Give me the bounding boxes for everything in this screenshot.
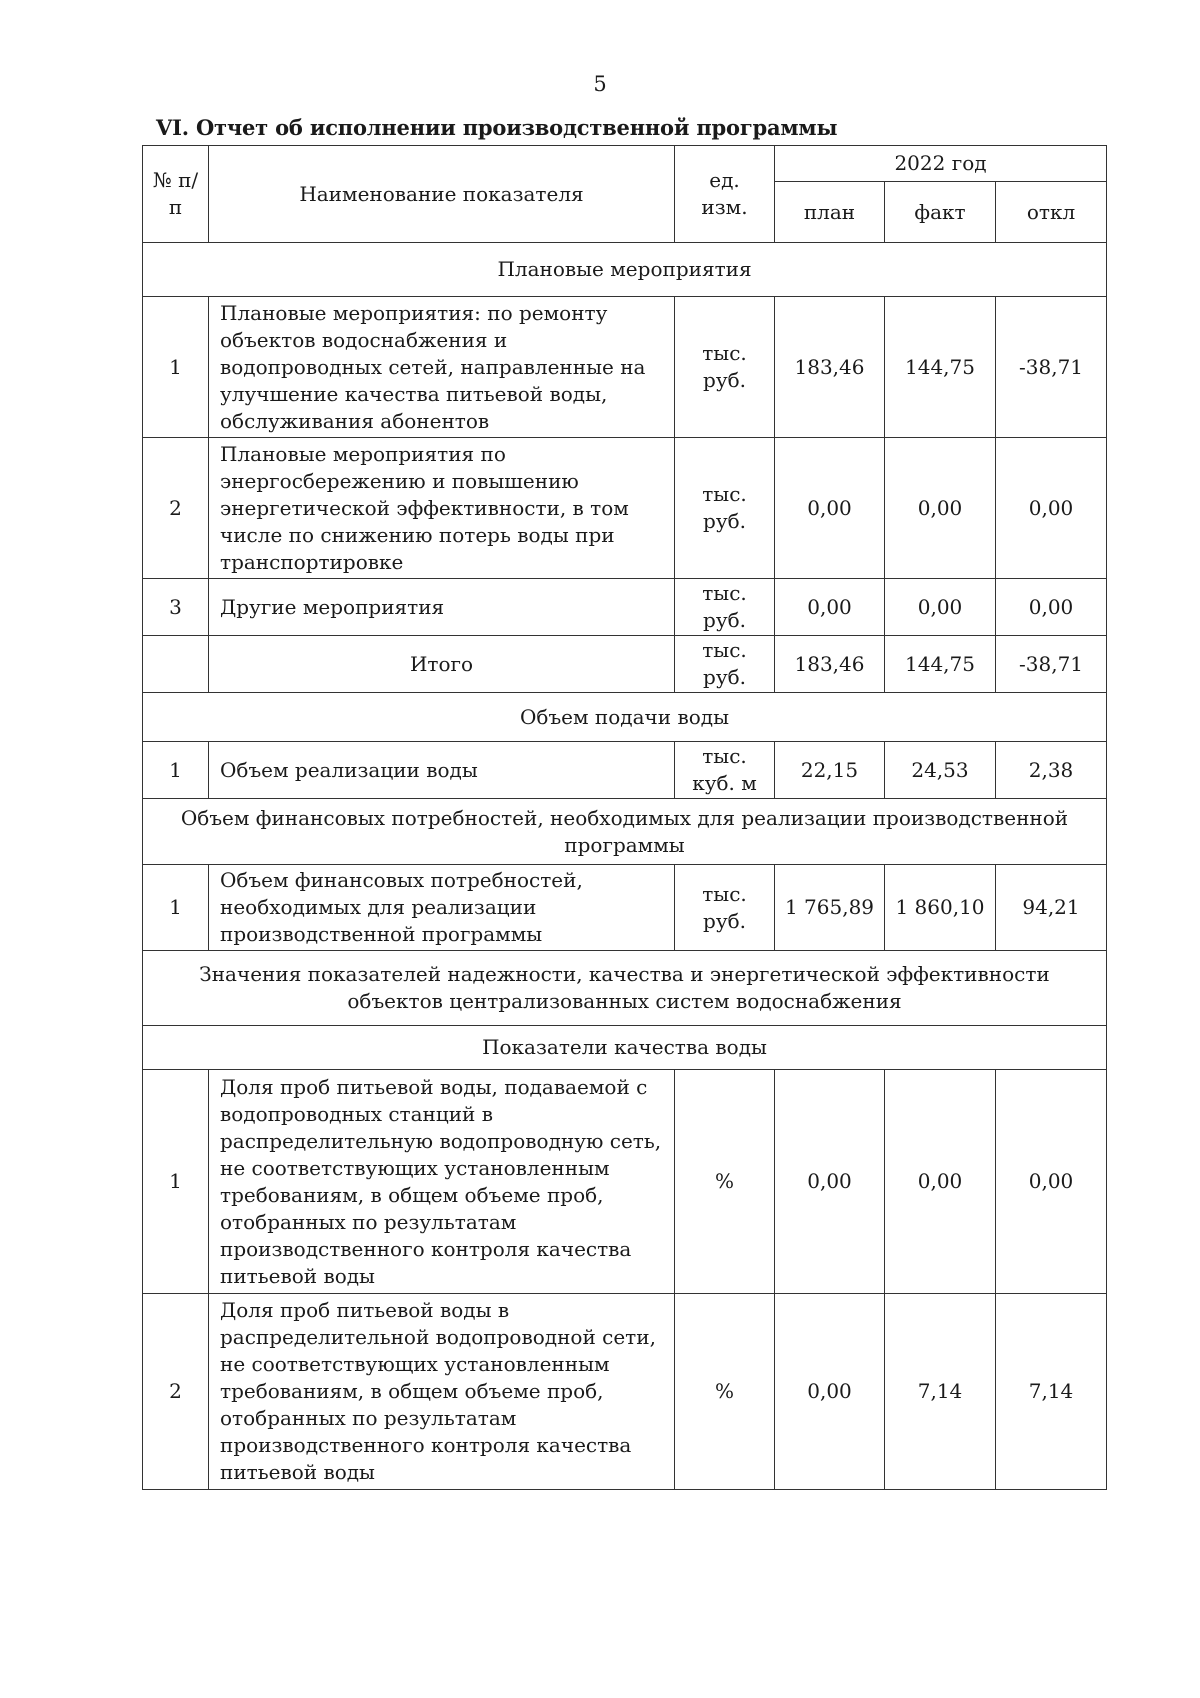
row-dev: 0,00 xyxy=(996,438,1107,579)
row-dev: 0,00 xyxy=(996,579,1107,636)
header-row xyxy=(143,146,1107,182)
row-unit: % xyxy=(675,1294,775,1490)
section-title-water-supply: Объем подачи воды xyxy=(143,693,1107,742)
total-row xyxy=(143,636,1107,693)
table-row xyxy=(143,1294,1107,1490)
row-num: 1 xyxy=(143,865,209,951)
row-fact: 0,00 xyxy=(885,1070,996,1294)
row-name: Плановые мероприятия по энергосбережению и повышению энергетической эффективности, в том числе по снижению потерь воды при транспортировке xyxy=(209,438,675,579)
section-row xyxy=(143,693,1107,742)
total-fact: 144,75 xyxy=(885,636,996,693)
row-num: 1 xyxy=(143,742,209,799)
row-fact: 144,75 xyxy=(885,297,996,438)
row-name: Другие мероприятия xyxy=(209,579,675,636)
table-row xyxy=(143,297,1107,438)
table-row xyxy=(143,579,1107,636)
header-dev: откл xyxy=(996,182,1107,243)
row-unit: % xyxy=(675,1070,775,1294)
total-label: Итого xyxy=(209,636,675,693)
total-unit: тыс. руб. xyxy=(675,636,775,693)
section-title-reliability: Значения показателей надежности, качества и энергетической эффективности объектов централизованных систем водоснабжения xyxy=(143,951,1107,1026)
row-name: Объем реализации воды xyxy=(209,742,675,799)
row-dev: -38,71 xyxy=(996,297,1107,438)
row-fact: 0,00 xyxy=(885,579,996,636)
row-fact: 1 860,10 xyxy=(885,865,996,951)
row-unit: тыс. руб. xyxy=(675,297,775,438)
table-row xyxy=(143,742,1107,799)
row-name: Плановые мероприятия: по ремонту объектов водоснабжения и водопроводных сетей, направленные на улучшение качества питьевой воды, обслуживания абонентов xyxy=(209,297,675,438)
row-plan: 0,00 xyxy=(775,579,885,636)
header-plan: план xyxy=(775,182,885,243)
section-row xyxy=(143,799,1107,865)
table-row xyxy=(143,438,1107,579)
row-plan: 1 765,89 xyxy=(775,865,885,951)
row-unit: тыс. руб. xyxy=(675,865,775,951)
header-year: 2022 год xyxy=(775,146,1107,182)
row-fact: 0,00 xyxy=(885,438,996,579)
section-row xyxy=(143,243,1107,297)
row-fact: 24,53 xyxy=(885,742,996,799)
row-name: Объем финансовых потребностей, необходимых для реализации производственной программы xyxy=(209,865,675,951)
row-dev: 7,14 xyxy=(996,1294,1107,1490)
section-title-financial: Объем финансовых потребностей, необходимых для реализации производственной программы xyxy=(143,799,1107,865)
row-plan: 0,00 xyxy=(775,1294,885,1490)
header-num: № п/п xyxy=(143,146,209,243)
total-num xyxy=(143,636,209,693)
table-row xyxy=(143,865,1107,951)
section-row xyxy=(143,951,1107,1026)
row-plan: 0,00 xyxy=(775,1070,885,1294)
section-title: VI. Отчет об исполнении производственной программы xyxy=(156,115,838,140)
page-number: 5 xyxy=(593,72,607,96)
row-num: 1 xyxy=(143,297,209,438)
row-num: 2 xyxy=(143,438,209,579)
row-name: Доля проб питьевой воды, подаваемой с водопроводных станций в распределительную водопроводную сеть, не соответствующих установленным требованиям, в общем объеме проб, отобранных по результатам производственного контроля качества питьевой воды xyxy=(209,1070,675,1294)
row-plan: 22,15 xyxy=(775,742,885,799)
row-num: 1 xyxy=(143,1070,209,1294)
header-name: Наименование показателя xyxy=(209,146,675,243)
row-unit: тыс. руб. xyxy=(675,438,775,579)
header-unit: ед. изм. xyxy=(675,146,775,243)
row-unit: тыс. куб. м xyxy=(675,742,775,799)
row-dev: 94,21 xyxy=(996,865,1107,951)
total-dev: -38,71 xyxy=(996,636,1107,693)
row-dev: 2,38 xyxy=(996,742,1107,799)
row-name: Доля проб питьевой воды в распределительной водопроводной сети, не соответствующих установленным требованиям, в общем объеме проб, отобранных по результатам производственного контроля качества питьевой воды xyxy=(209,1294,675,1490)
section-title-planned: Плановые мероприятия xyxy=(143,243,1107,297)
table-row xyxy=(143,1070,1107,1294)
section-title-water-quality: Показатели качества воды xyxy=(143,1026,1107,1070)
row-unit: тыс. руб. xyxy=(675,579,775,636)
header-fact: факт xyxy=(885,182,996,243)
row-dev: 0,00 xyxy=(996,1070,1107,1294)
section-row xyxy=(143,1026,1107,1070)
row-plan: 183,46 xyxy=(775,297,885,438)
row-plan: 0,00 xyxy=(775,438,885,579)
row-num: 2 xyxy=(143,1294,209,1490)
total-plan: 183,46 xyxy=(775,636,885,693)
row-num: 3 xyxy=(143,579,209,636)
production-program-report-table xyxy=(142,145,1107,1490)
row-fact: 7,14 xyxy=(885,1294,996,1490)
